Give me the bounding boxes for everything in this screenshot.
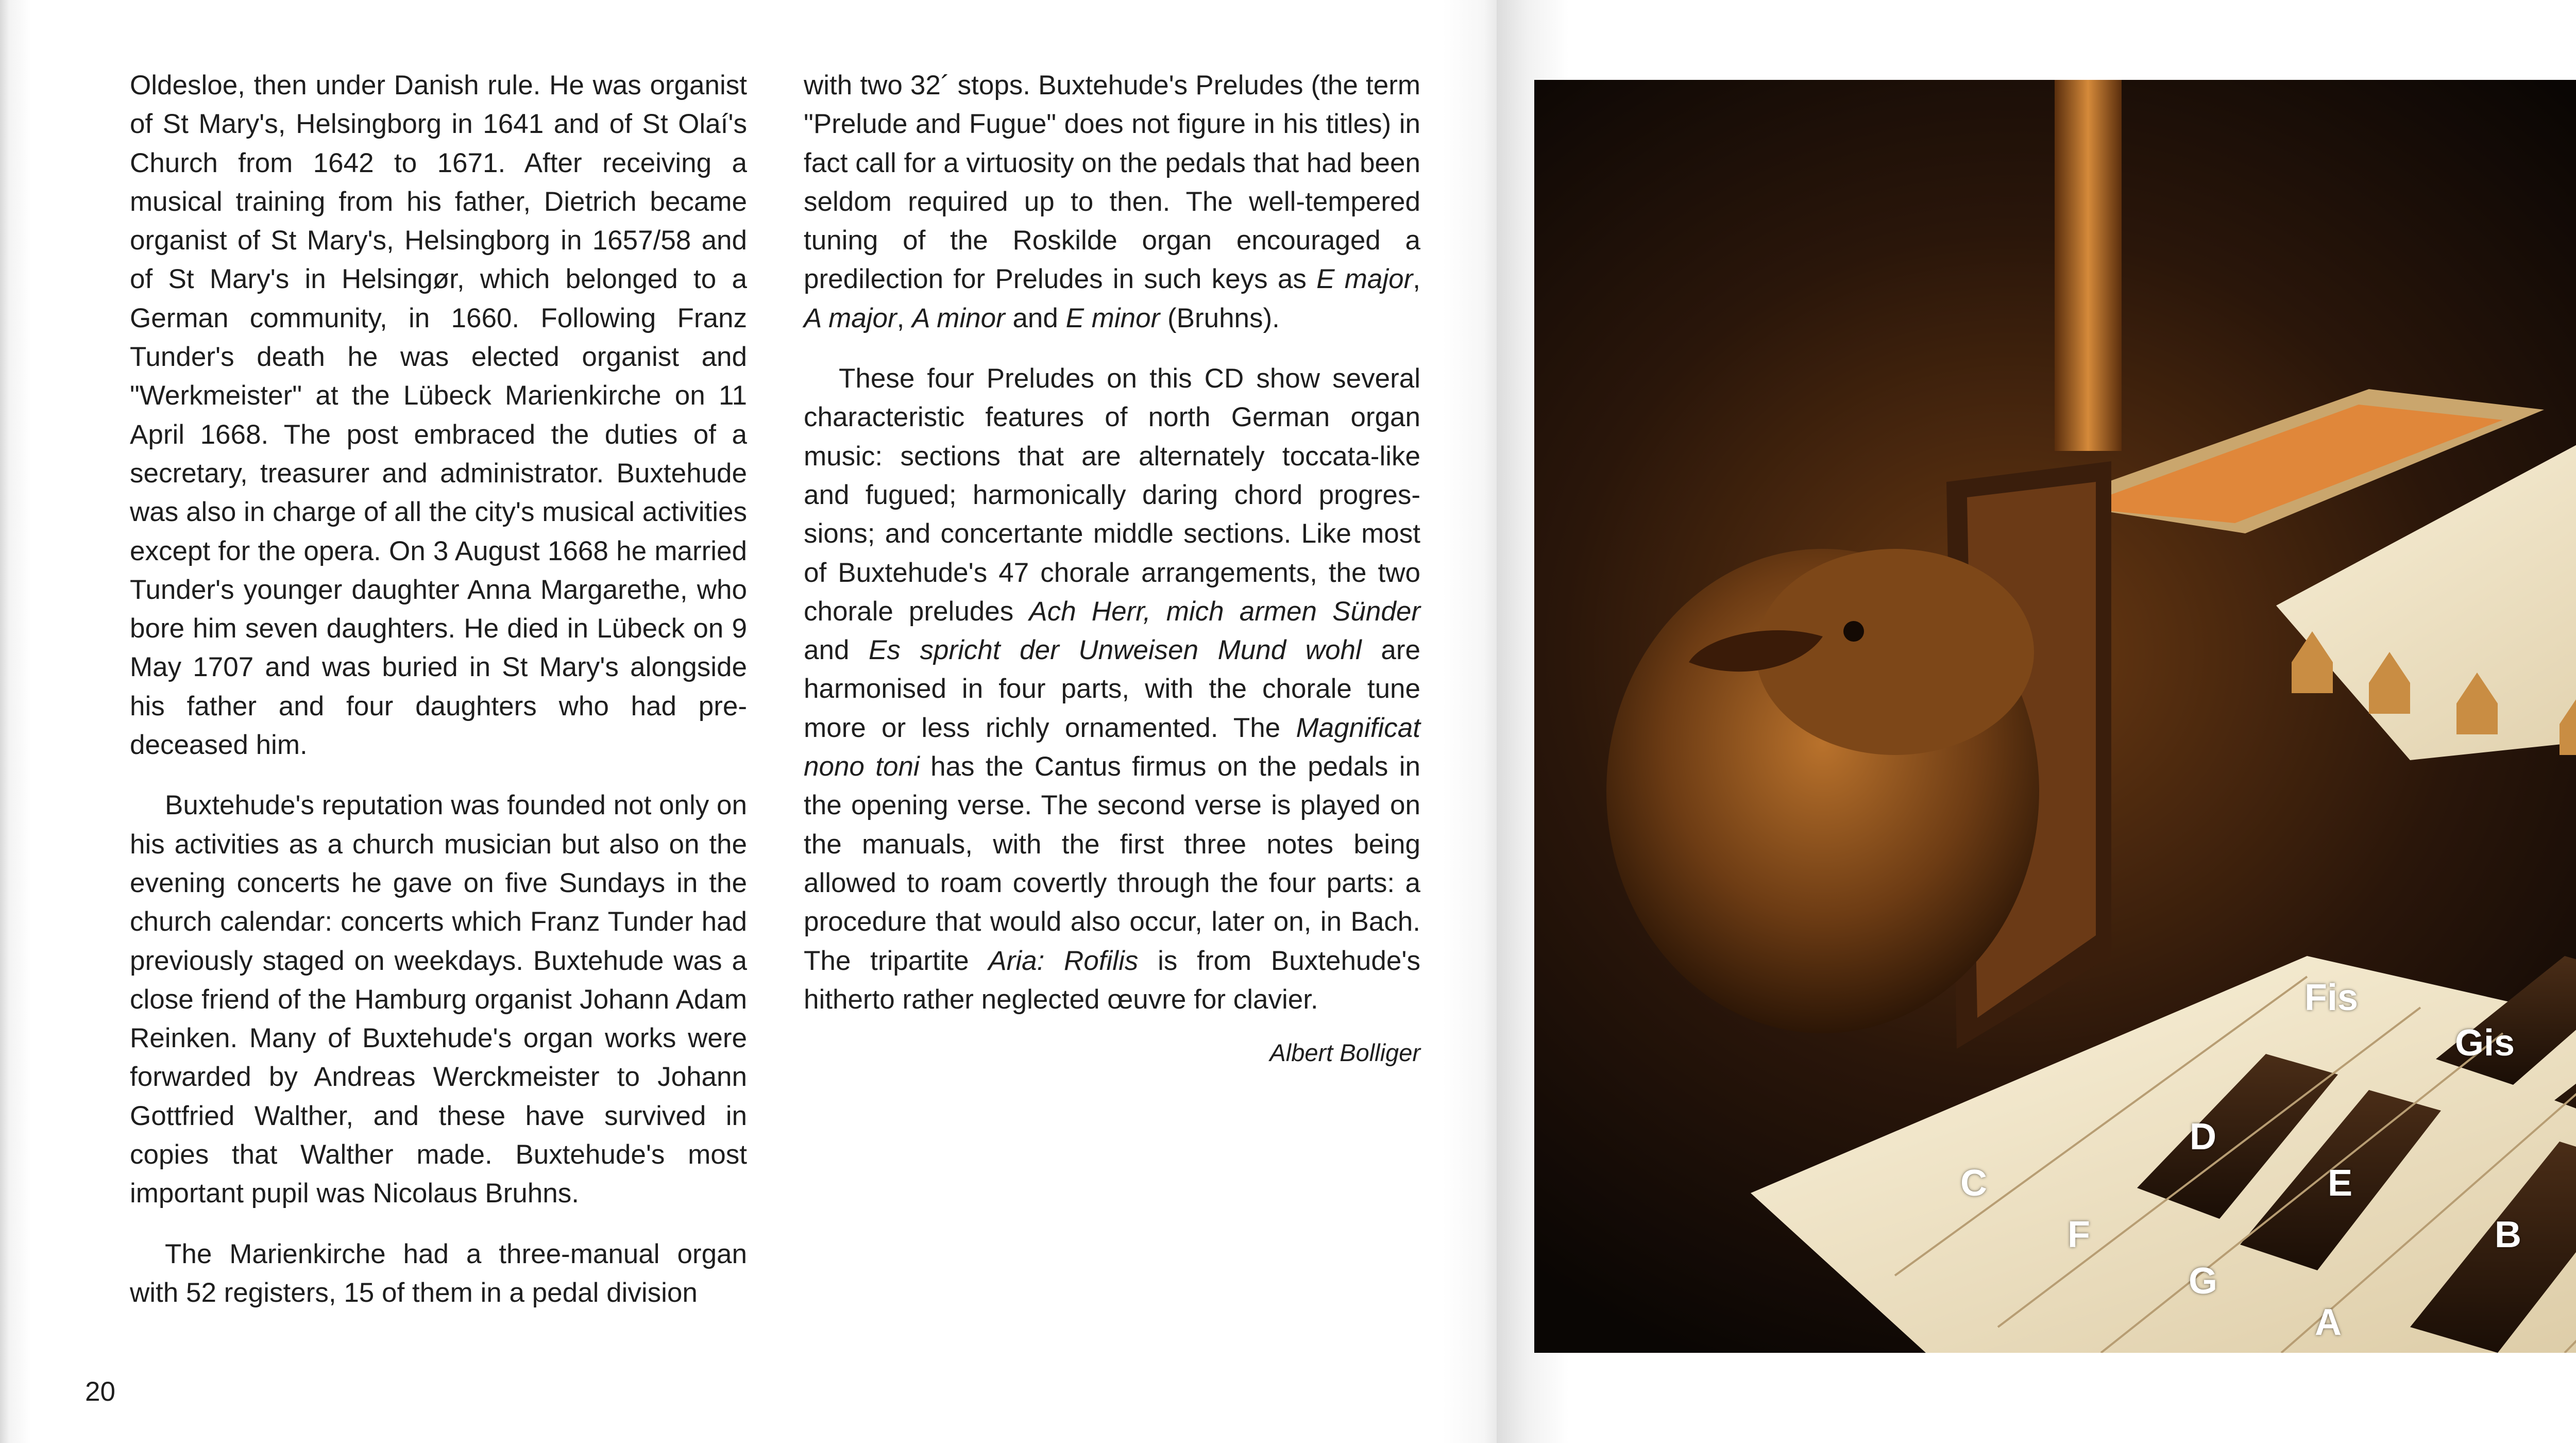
text-run: , bbox=[1413, 264, 1420, 295]
title-magnificat: Magnificat nono toni bbox=[804, 712, 1420, 782]
text-run: are harmonised in four parts, with the chorale tune more or less richly ornamented. The bbox=[804, 635, 1420, 743]
key-e-minor: E minor bbox=[1065, 303, 1160, 333]
key-a-minor: A minor bbox=[912, 303, 1005, 333]
photo-illustration bbox=[1534, 80, 2576, 1353]
title-ach-herr: Ach Herr, mich armen Sünder bbox=[1029, 596, 1420, 627]
text-run: , bbox=[896, 303, 912, 333]
key-label-d: D bbox=[2190, 1116, 2216, 1157]
paragraph-biography: Oldesloe, then under Danish rule. He was organist of St Mary's, Helsingborg in 1641 and of St Olaí's Church from 1642 to 1671. After receiving a musical training from his father, Dietrich became organist of St Mary's, Helsingborg in 1657/58 and of St Mary's in Helsingør, which belonged to a German community, in 1660. Following Franz Tunder's death he was elected organist and "Werkmeister" at the Lübeck Marienkirche on 11 April 1668. The post embraced the duties of a secretary, treasurer and administrator. Buxtehude was also in charge of all the city's musical activities except for the opera. On 3 August 1668 he married Tunder's younger daughter Anna Margarethe, who bore him seven daughters. He died in Lübeck on 9 May 1707 and was buried in St Mary's alongside his father and four daughters who had pre-deceased him. bbox=[130, 70, 747, 761]
key-label-c: C bbox=[1960, 1163, 1987, 1204]
key-label-e: E bbox=[2328, 1163, 2353, 1204]
key-label-b: B bbox=[2495, 1214, 2521, 1255]
organ-keyboard-photo bbox=[1534, 80, 2576, 1353]
title-es-spricht: Es spricht der Unweisen Mund wohl bbox=[869, 635, 1362, 666]
text-run: with two 32´ stops. Buxtehude's Preludes (the term "Prelude and Fugue" does not figure in his titles) in fact call for a virtuosity on the pedals that had been seldom required up to then. The well-tempered tuning of the Roskilde organ encouraged a predilection for Preludes in such keys as bbox=[804, 70, 1420, 295]
author-signature: Albert Bolliger bbox=[1269, 1039, 1420, 1067]
key-label-gis: Gis bbox=[2455, 1022, 2515, 1064]
paragraph-preludes bbox=[804, 66, 1420, 338]
text-run: (Bruhns). bbox=[1160, 303, 1280, 333]
key-a-major: A major bbox=[804, 303, 897, 333]
page-number-left: 20 bbox=[85, 1377, 115, 1407]
title-aria-rofilis: Aria: Rofilis bbox=[988, 945, 1139, 976]
text-run: and bbox=[804, 635, 869, 666]
text-run: is from Buxtehude's hitherto rather neglected œuvre for clavier. bbox=[804, 945, 1420, 1015]
text-column-1 bbox=[130, 66, 747, 1312]
text-column-2 bbox=[804, 66, 1420, 1072]
key-label-f: F bbox=[2067, 1214, 2090, 1255]
text-run: These four Preludes on this CD show several characteristic features of north German organ music: sections that are alternately toccata-like and fugued; harmonically daring chord progressions; and concertante middle sections. Like most of Buxtehude's 47 chorale arrangements, the two chorale preludes bbox=[804, 363, 1420, 627]
key-label-g: G bbox=[2189, 1261, 2218, 1302]
paragraph-reputation: Buxtehude's reputation was founded not only on his activities as a church musician but also on the evening concerts he gave on five Sundays in the church calendar: concerts which Franz Tunder had previously staged on weekdays. Buxtehude was a close friend of the Hamburg organist Johann Adam Reinken. Many of Buxtehude's organ works were forwarded by Andreas Werckmeister to Johann Gottfried Walther, and these have survived in copies that Walther made. Buxtehude's most important pupil was Nicolaus Bruhns. bbox=[130, 790, 747, 1209]
paragraph-marienkirche: The Marienkirche had a three-manual organ with 52 registers, 15 of them in a pedal division bbox=[130, 1238, 747, 1308]
key-label-a: A bbox=[2315, 1302, 2342, 1343]
key-label-fis: Fis bbox=[2304, 977, 2359, 1018]
text-run: has the Cantus firmus on the pedals in the opening verse. The second verse is played on the manuals, with the first three notes being allowed to roam covertly through the four parts: a procedure that would also occur, later on, in Bach. The tripartite bbox=[804, 751, 1420, 976]
text-run: and bbox=[1005, 303, 1066, 333]
paragraph-features bbox=[804, 359, 1420, 1019]
key-e-major: E major bbox=[1316, 264, 1413, 295]
